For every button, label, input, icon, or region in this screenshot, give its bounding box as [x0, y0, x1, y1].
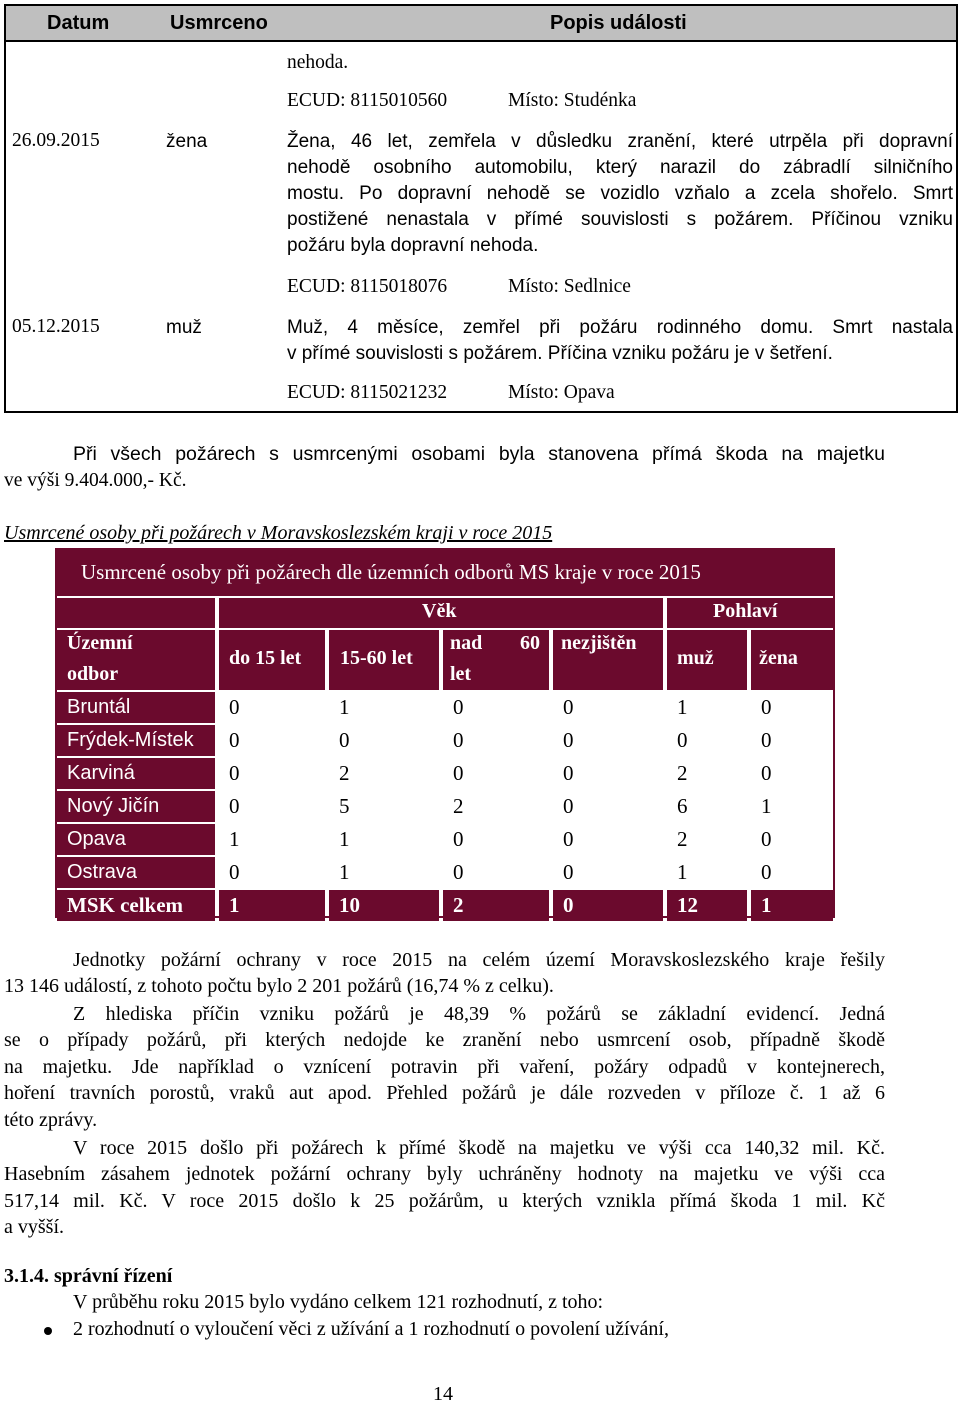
value-cell: 12 — [667, 890, 747, 921]
value-cell: 0 — [751, 857, 833, 888]
col-60-header: nad 60 — [450, 632, 540, 654]
stats-heading: Usmrcené osoby při požárech v Moravskoslezském kraji v roce 2015 — [4, 522, 553, 544]
paragraph-line: 517,14 mil. Kč. V roce 2015 došlo k 25 požárům, u kterých vznikla přímá škoda 1 mil. Kč — [4, 1190, 885, 1212]
value-cell: 1 — [751, 890, 833, 921]
event-text-line: v přímé souvislosti s požárem. Příčina vzniku požáru je v šetření. — [287, 343, 833, 364]
value-cell: 0 — [219, 758, 325, 789]
event-ecud: ECUD: 8115021232 — [287, 382, 448, 403]
value-cell: 0 — [219, 857, 325, 888]
header-cell — [57, 598, 215, 628]
col-1560-header: 15-60 let — [340, 647, 413, 669]
region-name-cell: Ostrava — [57, 857, 215, 888]
paragraph-line: Z hlediska příčin vzniku požárů je 48,39 % požárů se základní evidencí. Jedná — [73, 1003, 885, 1025]
value-cell: 0 — [751, 692, 833, 723]
value-cell: 0 — [219, 692, 325, 723]
event-text-line: Žena, 46 let, zemřela v důsledku zranění, které utrpěla při dopravní — [287, 131, 953, 152]
value-cell: 1 — [667, 857, 747, 888]
value-cell: 0 — [553, 758, 663, 789]
event-text-line: nehodě osobního automobilu, který narazil do zábradlí silničního — [287, 157, 953, 178]
event-place: Místo: Sedlnice — [508, 276, 631, 297]
value-cell: 1 — [219, 824, 325, 855]
value-cell: 2 — [443, 791, 549, 822]
section-intro: V průběhu roku 2015 bylo vydáno celkem 121 rozhodnutí, z toho: — [73, 1291, 604, 1313]
col-region-header: odbor — [67, 663, 119, 685]
event-place: Místo: Studénka — [508, 90, 637, 111]
region-name-cell: MSK celkem — [57, 890, 215, 921]
region-name-cell: Karviná — [57, 758, 215, 789]
event-place: Místo: Opava — [508, 382, 615, 403]
value-cell: 1 — [329, 824, 439, 855]
paragraph-line: se o případy požárů, při kterých nedojde ke zranění nebo usmrcení osob, případně škodě — [4, 1029, 885, 1051]
value-cell: 0 — [443, 692, 549, 723]
value-cell: 0 — [553, 824, 663, 855]
value-cell: 6 — [667, 791, 747, 822]
paragraph-line: 13 146 událostí, z tohoto počtu bylo 2 201 požárů (16,74 % z celku). — [4, 975, 554, 997]
value-cell: 10 — [329, 890, 439, 921]
event-ecud: ECUD: 8115018076 — [287, 276, 448, 297]
event-text-line: mostu. Po dopravní nehodě se vozidlo vzňalo a zcela shořelo. Smrt — [287, 183, 953, 204]
paragraph-line: hoření travních porostů, vraků aut apod. Přehled požárů je dále rozveden v příloze č. 1 až 6 — [4, 1082, 885, 1104]
paragraph-line: na majetku. Jde například o vznícení potravin při vaření, požáry odpadů v kontejnerech, — [4, 1056, 885, 1078]
paragraph-line: Hasebním zásahem jednotek požární ochrany byly uchráněny hodnoty na majetku ve výši cca — [4, 1163, 885, 1185]
bullet-icon — [44, 1327, 52, 1335]
value-cell: 0 — [443, 857, 549, 888]
event-victim: muž — [166, 317, 202, 338]
value-cell: 2 — [329, 758, 439, 789]
stats-table — [55, 548, 835, 918]
header-date: Datum — [47, 12, 110, 34]
event-ecud: ECUD: 8115010560 — [287, 90, 448, 111]
col-male-header: muž — [677, 647, 714, 669]
col-unknown-header: nezjištěn — [561, 632, 637, 654]
value-cell: 0 — [667, 725, 747, 756]
value-cell: 5 — [329, 791, 439, 822]
value-cell: 0 — [219, 791, 325, 822]
value-cell: 2 — [443, 890, 549, 921]
value-cell: 2 — [667, 824, 747, 855]
paragraph-line: a vyšší. — [4, 1216, 64, 1238]
age-group-header: Věk — [422, 600, 457, 622]
value-cell: 0 — [751, 725, 833, 756]
value-cell: 1 — [219, 890, 325, 921]
paragraph-line: této zprávy. — [4, 1109, 98, 1131]
damage-paragraph-line: ve výši 9.404.000,- Kč. — [4, 470, 187, 491]
col-region-header: Územní — [67, 632, 133, 654]
col-female-header: žena — [759, 647, 798, 669]
value-cell: 0 — [219, 725, 325, 756]
value-cell: 1 — [667, 692, 747, 723]
event-date: 26.09.2015 — [12, 130, 100, 151]
events-header — [4, 4, 958, 42]
event-text-line: požáru byla dopravní nehoda. — [287, 235, 539, 256]
value-cell: 0 — [553, 791, 663, 822]
value-cell: 0 — [329, 725, 439, 756]
region-name-cell: Frýdek-Místek — [57, 725, 215, 756]
event-text-line: nehoda. — [287, 52, 349, 73]
paragraph-line: Jednotky požární ochrany v roce 2015 na celém území Moravskoslezského kraje řešily — [73, 949, 885, 971]
value-cell: 0 — [553, 692, 663, 723]
value-cell: 0 — [443, 758, 549, 789]
header-description: Popis události — [550, 12, 687, 34]
value-cell: 0 — [553, 890, 663, 921]
value-cell: 0 — [553, 857, 663, 888]
value-cell: 0 — [751, 758, 833, 789]
col-60-header: let — [450, 663, 472, 685]
value-cell: 0 — [553, 725, 663, 756]
region-name-cell: Opava — [57, 824, 215, 855]
paragraph-line: V roce 2015 došlo při požárech k přímé škodě na majetku ve výši cca 140,32 mil. Kč. — [73, 1137, 885, 1159]
header-killed: Usmrceno — [170, 12, 268, 34]
value-cell: 0 — [443, 824, 549, 855]
event-text-line: Muž, 4 měsíce, zemřel při požáru rodinného domu. Smrt nastala — [287, 317, 953, 338]
value-cell: 1 — [751, 791, 833, 822]
value-cell: 0 — [751, 824, 833, 855]
section-heading: 3.1.4. správní řízení — [4, 1265, 173, 1287]
value-cell: 1 — [329, 692, 439, 723]
sex-group-header: Pohlaví — [713, 600, 778, 622]
region-name-cell: Nový Jičín — [57, 791, 215, 822]
damage-paragraph-line: Při všech požárech s usmrcenými osobami byla stanovena přímá škoda na majetku — [73, 443, 885, 465]
page-number: 14 — [433, 1383, 453, 1405]
col-u15-header: do 15 let — [229, 647, 302, 669]
value-cell: 2 — [667, 758, 747, 789]
event-text-line: postižené nenastala v přímé souvislosti s požárem. Příčinou vzniku — [287, 209, 953, 230]
bullet-item: 2 rozhodnutí o vyloučení věci z užívání a 1 rozhodnutí o povolení užívání, — [73, 1318, 669, 1340]
stats-title: Usmrcené osoby při požárech dle územních odborů MS kraje v roce 2015 — [81, 560, 701, 584]
event-victim: žena — [166, 131, 208, 152]
value-cell: 0 — [443, 725, 549, 756]
value-cell: 1 — [329, 857, 439, 888]
region-name-cell: Bruntál — [57, 692, 215, 723]
event-date: 05.12.2015 — [12, 316, 100, 337]
